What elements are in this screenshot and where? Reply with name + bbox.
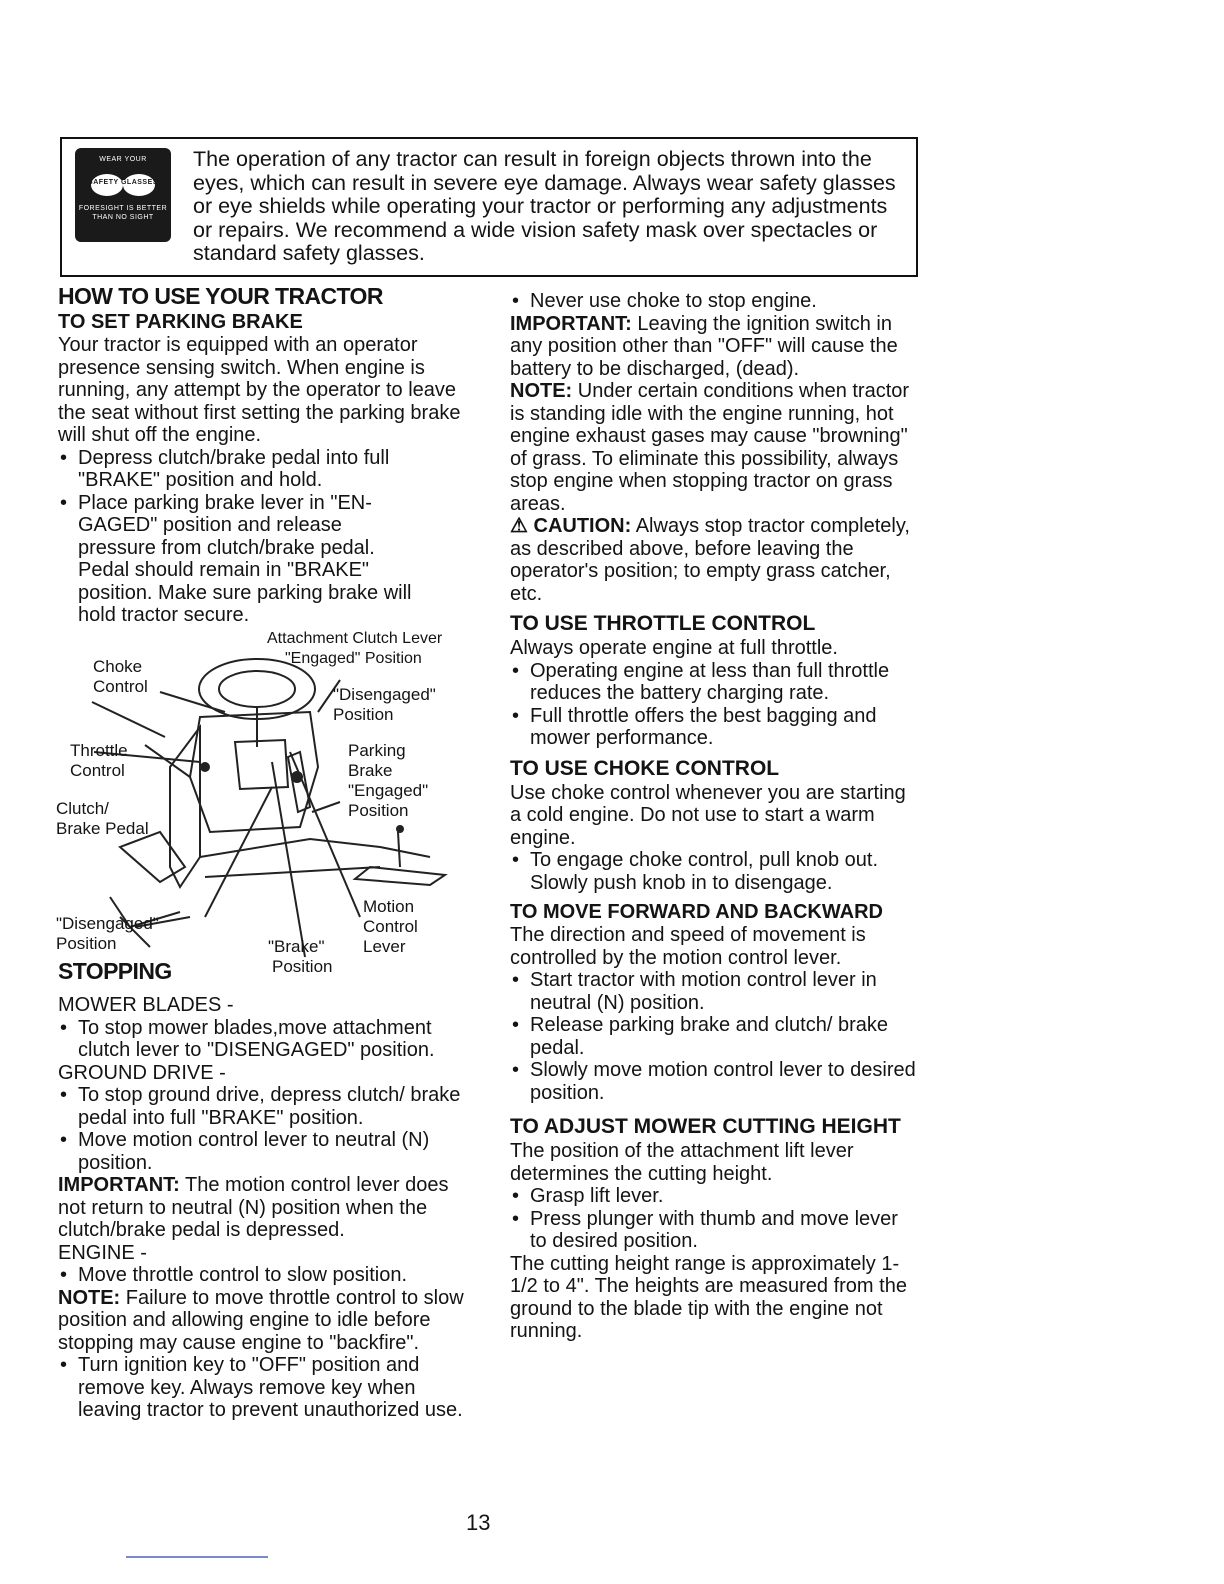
mower-blades-label: MOWER BLADES - (58, 994, 234, 1016)
disengaged-position-label: Position (333, 705, 394, 724)
choke-control-label: Control (93, 677, 148, 696)
stopping-body (58, 994, 468, 1422)
attachment-clutch-label: Attachment Clutch Lever (267, 630, 443, 647)
note-label: NOTE: (510, 380, 573, 402)
left-column (58, 283, 468, 627)
list-item: • To stop ground drive, depress clutch/ brake pedal into full "BRAKE" position. (58, 1084, 468, 1129)
warning-triangle-icon: ⚠ (510, 515, 534, 537)
important-note (510, 313, 920, 381)
note-text: Under certain conditions when tractor is standing idle with the engine running, hot engine exhaust gases may cause "browning" of grass. To eliminate this possibility, always stop engine when stopping tractor on grass areas. (510, 380, 910, 515)
stopping-section (58, 958, 468, 985)
list-item: • To stop mower blades,move attachment clutch lever to "DISENGAGED" position. (58, 1017, 468, 1062)
list-item: • Full throttle offers the best bagging and mower performance. (510, 705, 920, 750)
disengaged-pedal-label: "Disengaged" (56, 914, 159, 933)
parking-label: Parking (348, 741, 406, 760)
list-item: • Move motion control lever to neutral (N) position. (58, 1129, 468, 1174)
list-item: • Depress clutch/brake pedal into full "BRAKE" position and hold. (58, 447, 468, 492)
tractor-controls-diagram (50, 617, 470, 967)
important-text: The motion control lever does not return to neutral (N) position when the clutch/brake pedal is depressed. (58, 1174, 449, 1241)
brake-pedal-label: Brake Pedal (56, 819, 149, 838)
throttle-control-label: Control (70, 761, 125, 780)
list-item: • Press plunger with thumb and move lever to desired position. (510, 1208, 920, 1253)
caution-note (510, 515, 920, 605)
list-item: • Start tractor with motion control lever in neutral (N) position. (510, 969, 920, 1014)
disengaged-pedal-position-label: Position (56, 934, 117, 953)
note (58, 1287, 468, 1355)
note (510, 380, 920, 515)
parking-intro: Your tractor is equipped with an operator presence sensing switch. When engine is running, any attempt by the operator to leave the seat without first setting the parking brake will shut off the engine. (58, 334, 461, 446)
list-item: • Slowly move motion control lever to desired position. (510, 1059, 920, 1104)
parking-brake-heading: TO SET PARKING BRAKE (58, 311, 303, 333)
parking-position-label: Position (348, 801, 409, 820)
safety-warning-box (60, 137, 918, 277)
list-item: • Grasp lift lever. (510, 1185, 920, 1208)
engaged-label: "Engaged" (348, 781, 429, 800)
cutting-outro: The cutting height range is approximately 1-1/2 to 4". The heights are measured from the ground to the blade tip with the engine not running. (510, 1252, 907, 1342)
engine-label: ENGINE - (58, 1241, 147, 1264)
ground-drive-label: GROUND DRIVE - (58, 1061, 226, 1084)
safety-glasses-icon (75, 148, 171, 242)
choke-label: Choke (93, 657, 143, 676)
disengaged-label: "Disengaged" (333, 685, 436, 704)
list-item: • Place parking brake lever in "EN-GAGED" position and release pressure from clutch/brake pedal. Pedal should remain in "BRAKE" position. Make sure parking brake will hold tractor secure. (58, 492, 418, 627)
note-text: Failure to move throttle control to slow position and allowing engine to idle before stopping may cause engine to "backfire". (58, 1286, 464, 1354)
throttle-label: Throttle (70, 741, 128, 760)
icon-mid-text: SAFETY GLASSES (88, 179, 158, 186)
right-column (510, 290, 920, 1343)
list-item: • Operating engine at less than full throttle reduces the battery charging rate. (510, 660, 920, 705)
important-note (58, 1174, 468, 1242)
choke-heading: TO USE CHOKE CONTROL (510, 756, 780, 780)
clutch-label: Clutch/ (56, 799, 109, 818)
list-item: • Never use choke to stop engine. (510, 290, 920, 313)
forward-backward-heading: TO MOVE FORWARD AND BACKWARD (510, 901, 883, 923)
list-item: • To engage choke control, pull knob out. Slowly push knob in to disengage. (510, 849, 920, 894)
cutting-height-heading: TO ADJUST MOWER CUTTING HEIGHT (510, 1115, 901, 1138)
choke-intro: Use choke control whenever you are starting a cold engine. Do not use to start a warm engine. (510, 781, 906, 849)
icon-bottom-text: FORESIGHT IS BETTER THAN NO SIGHT (78, 205, 168, 221)
cutting-intro: The position of the attachment lift lever determines the cutting height. (510, 1140, 854, 1185)
list-item: • Move throttle control to slow position. (58, 1264, 468, 1287)
page-number: 13 (466, 1510, 491, 1535)
important-label: IMPORTANT: (58, 1174, 180, 1196)
important-text: Leaving the ignition switch in any position other than "OFF" will cause the battery to be discharged, (dead). (510, 312, 898, 380)
throttle-intro: Always operate engine at full throttle. (510, 637, 838, 659)
forward-intro: The direction and speed of movement is controlled by the motion control lever. (510, 924, 866, 969)
section-title: HOW TO USE YOUR TRACTOR (58, 283, 383, 309)
footer-rule (126, 1556, 268, 1558)
brake-label: Brake (348, 761, 393, 780)
icon-top-text: WEAR YOUR (99, 156, 147, 163)
brake-position-label-2: Position (272, 957, 333, 976)
motion-control-label: Control (363, 917, 418, 936)
throttle-heading: TO USE THROTTLE CONTROL (510, 612, 816, 635)
list-item: • Release parking brake and clutch/ brake pedal. (510, 1014, 920, 1059)
caution-text: Always stop tractor completely, as described above, before leaving the operator's position; to empty grass catcher, etc. (510, 515, 910, 605)
brake-position-label: "Brake" (268, 937, 325, 956)
caution-label: CAUTION: (533, 515, 632, 537)
lever-label: Lever (363, 937, 406, 956)
stopping-heading: STOPPING (58, 958, 172, 984)
important-label: IMPORTANT: (510, 312, 632, 335)
motion-label: Motion (363, 897, 415, 916)
engaged-position-label: "Engaged" Position (285, 650, 422, 667)
list-item: • Turn ignition key to "OFF" position and remove key. Always remove key when leaving tractor to prevent unauthorized use. (58, 1354, 468, 1422)
note-label: NOTE: (58, 1286, 121, 1309)
warning-text: The operation of any tractor can result in foreign objects thrown into the eyes, which can result in severe eye damage. Always wear safety glasses or eye shields while operating your tractor or performing any adjustments or repairs. We recommend a wide vision safety mask over spectacles or standard safety glasses. (193, 147, 896, 265)
